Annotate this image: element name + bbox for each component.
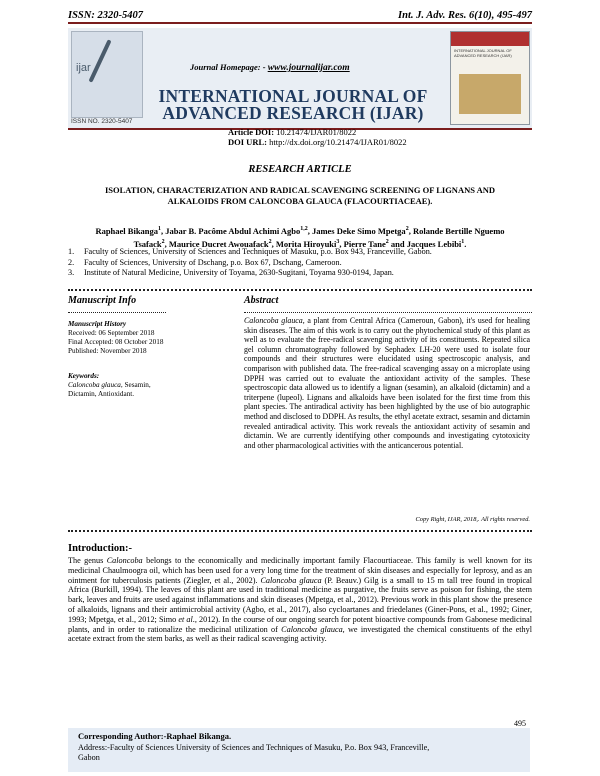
author-separator: , xyxy=(307,225,312,236)
abstract-species: Caloncoba glauca xyxy=(244,316,303,325)
intro-part: we investigated the chemical constituents of the ethyl acetate extract from the stem barks, as well as their radical scavenging activity. xyxy=(68,624,533,644)
affiliation-item xyxy=(68,258,538,269)
keywords-list: , Sesamin, Dictamin, Antioxidant. xyxy=(68,381,151,398)
received-date: Received: 06 September 2018 xyxy=(68,329,155,337)
affiliation-text: Faculty of Sciences, University of Sciences and Techniques of Masuku, p.o. Box 943, Franceville, Gabon. xyxy=(84,247,432,256)
keyword-species: Caloncoba glauca xyxy=(68,381,121,389)
corresponding-author-box xyxy=(68,728,530,772)
intro-part: (P. Beauv.) Gilg is a small to 15 m tall tree found in tropical Africa (Burkill, 1994). The leaves of this plant are used in traditional medicine as purgative, the fruits serve as poison for fishing, the stem bark, leaves and fruits are used against inflammations and skin diseases (Mpetga, et al., 2012). Previous work in this plant show the presence of alkaloids, lignans and their antimicrobial activity (Agbo, et al., 2017), also cycloartanes and friedelanes (Giner-Pons, et al., 1992; Giner, 1993; Mpetga, et al., 2012; Simo xyxy=(68,575,532,624)
intro-part: The genus xyxy=(68,556,107,565)
author-affiliation-marker: 2 xyxy=(161,238,165,245)
journal-homepage xyxy=(190,62,350,73)
author-separator: , xyxy=(339,238,344,249)
affiliation-item xyxy=(68,247,538,258)
homepage-label: Journal Homepage: - xyxy=(190,62,266,72)
section-divider xyxy=(68,289,532,291)
corresponding-address: Address:-Faculty of Sciences University of Sciences and Techniques of Masuku, P.o. Box 943, Franceville, Gabon xyxy=(78,743,430,762)
quill-icon xyxy=(88,39,111,82)
intro-species: Caloncoba glauca, xyxy=(281,624,345,634)
affiliation-item xyxy=(68,268,538,279)
author-name: Pierre Tane xyxy=(343,238,386,249)
author-affiliation-marker: 2 xyxy=(385,238,389,245)
abstract-dots xyxy=(244,312,532,313)
keywords-label: Keywords: xyxy=(68,372,100,380)
manuscript-info-heading: Manuscript Info xyxy=(68,295,137,306)
intro-part: ., 2012). In the course of our ongoing search for potent bioactive compounds from Gabonese medicinal plants, and in order to rationalize the medicinal utilization of xyxy=(68,614,532,634)
author-affiliation-marker: 2 xyxy=(405,226,409,232)
author-separator: . xyxy=(464,238,467,249)
keywords xyxy=(68,372,164,399)
paper-title: ISOLATION, CHARACTERIZATION AND RADICAL SCAVENGING SCREENING OF LIGNANS AND ALKALOIDS FROM CALONCOBA GLAUCA (FLACOURTIACEAE). xyxy=(104,185,496,206)
logo-issn: ISSN NO. 2320-5407 xyxy=(71,118,133,125)
author-affiliation-marker: 1,2 xyxy=(300,226,308,232)
doi-block xyxy=(228,127,407,147)
published-date: Published: November 2018 xyxy=(68,347,147,355)
introduction-heading: Introduction:- xyxy=(68,543,132,554)
abstract-end-divider xyxy=(68,530,532,532)
final-accepted-date: Final Accepted: 08 October 2018 xyxy=(68,338,164,346)
abstract-body: , a plant from Central Africa (Cameroun, Gabon), it's used for healing skin diseases. The aim of this work is to carry out the phytochemical study of this plant as well as to evaluate the free-radical scavenging activity of its constituents. Repeated silica gel column chromatography followed by Sephadex LH-20 were used to isolate four compounds and their structures were elucidated using spectroscopic analysis, and comparison with published data. The free-radical scavenging assay on a microplate using DPPH was carried out to evaluate the antioxidant activity of the samples. These spectroscopic data allowed us to identify a lignan (sesamin), an alkaloid (dictamin) and a triterpene (lupeol). Lignans and alkaloids have been isolated for the first time from this plant species. The antiradical activity has been highlighted by the use of bio autographic method and disclosed to DDPH. As results, the ethyl acetate extract, sesamin and dictamin revealed antiradical activity. This work reveals the antioxidant activity of sesamin and dictamin. We are currently identifying other compounds and investigating cytotoxicity and other pharmacological activities with the anticancerous potential. xyxy=(244,316,530,450)
cover-image xyxy=(459,74,521,114)
author-name: James Deke Simo Mpetga xyxy=(311,225,406,236)
author-affiliation-marker: 3 xyxy=(336,238,340,245)
journal-name: INTERNATIONAL JOURNAL OF ADVANCED RESEARCH (IJAR) xyxy=(158,86,428,123)
header-issn: ISSN: 2320-5407 xyxy=(68,10,143,21)
doi-url[interactable]: http://dx.doi.org/10.21474/IJAR01/8022 xyxy=(269,137,407,147)
author-name: Maurice Ducret Awouafack xyxy=(168,238,269,249)
author-name: Jacques Lebibi xyxy=(406,238,462,249)
manuscript-dots xyxy=(68,312,166,313)
author-separator: and xyxy=(388,238,407,249)
author-name: Morita Hiroyuki xyxy=(275,238,337,249)
author-affiliation-marker: 1 xyxy=(461,238,465,245)
intro-genus: Caloncoba xyxy=(106,556,143,565)
author-separator: , xyxy=(164,238,169,249)
author-list xyxy=(80,224,520,250)
author-affiliation-marker: 1 xyxy=(158,226,162,232)
header-rule xyxy=(68,22,532,24)
history-label: Manuscript History xyxy=(68,320,127,328)
copyright: Copy Right, IJAR, 2018,. All rights reserved. xyxy=(415,516,530,523)
intro-species: Caloncoba glauca xyxy=(260,575,322,585)
author-name: Raphael Bikanga xyxy=(95,225,159,236)
affiliation-text: Faculty of Sciences, University of Dschang, p.o. Box 67, Dschang, Cameroon. xyxy=(84,257,342,267)
affiliation-text: Institute of Natural Medicine, University of Toyama, 2630-Sugitani, Toyama 930-0194, Japan. xyxy=(84,268,394,277)
ijar-logo xyxy=(71,31,143,118)
cover-title: INTERNATIONAL JOURNAL OF ADVANCED RESEARCH (IJAR) xyxy=(454,48,512,58)
abstract-text xyxy=(244,316,530,450)
affiliation-number: 3. xyxy=(68,268,75,277)
corresponding-author: Corresponding Author:-Raphael Bikanga. xyxy=(78,731,232,741)
doi-label: Article DOI: xyxy=(228,127,275,137)
cover-band xyxy=(451,32,529,46)
article-type: RESEARCH ARTICLE xyxy=(248,164,352,175)
doi-url-label: DOI URL: xyxy=(228,137,267,147)
author-name: Jabar B. Pacôme Abdul Achimi Agbo xyxy=(165,225,301,236)
manuscript-history xyxy=(68,320,228,356)
logo-text: ijar xyxy=(76,62,91,74)
abstract-heading: Abstract xyxy=(244,295,279,306)
affiliations xyxy=(68,247,538,279)
author-name: Rolande Bertille Nguemo Tsafack xyxy=(133,225,505,249)
intro-part: belongs to the economically and medicinally important family Flacourtiaceae. This family is well known for its medicinal Chaulmoogra oil, which has been used for a very long time for the treatment of skin diseases and especially for leprosy, and as an ointment for tuberculosis patients (Ziegler, et al., 2002). xyxy=(68,556,532,585)
author-affiliation-marker: 2 xyxy=(268,238,272,245)
author-separator: , xyxy=(408,225,413,236)
author-separator: , xyxy=(271,238,276,249)
header-citation: Int. J. Adv. Res. 6(10), 495-497 xyxy=(398,10,532,21)
doi-value: 10.21474/IJAR01/8022 xyxy=(276,127,357,137)
journal-cover-thumbnail xyxy=(450,31,530,125)
author-separator: , xyxy=(161,225,166,236)
introduction-text xyxy=(68,556,532,644)
homepage-link[interactable]: www.journalijar.com xyxy=(267,63,350,73)
affiliation-number: 2. xyxy=(68,257,75,267)
page-number: 495 xyxy=(514,719,526,728)
intro-etal: et al xyxy=(178,614,193,624)
affiliation-number: 1. xyxy=(68,247,75,256)
